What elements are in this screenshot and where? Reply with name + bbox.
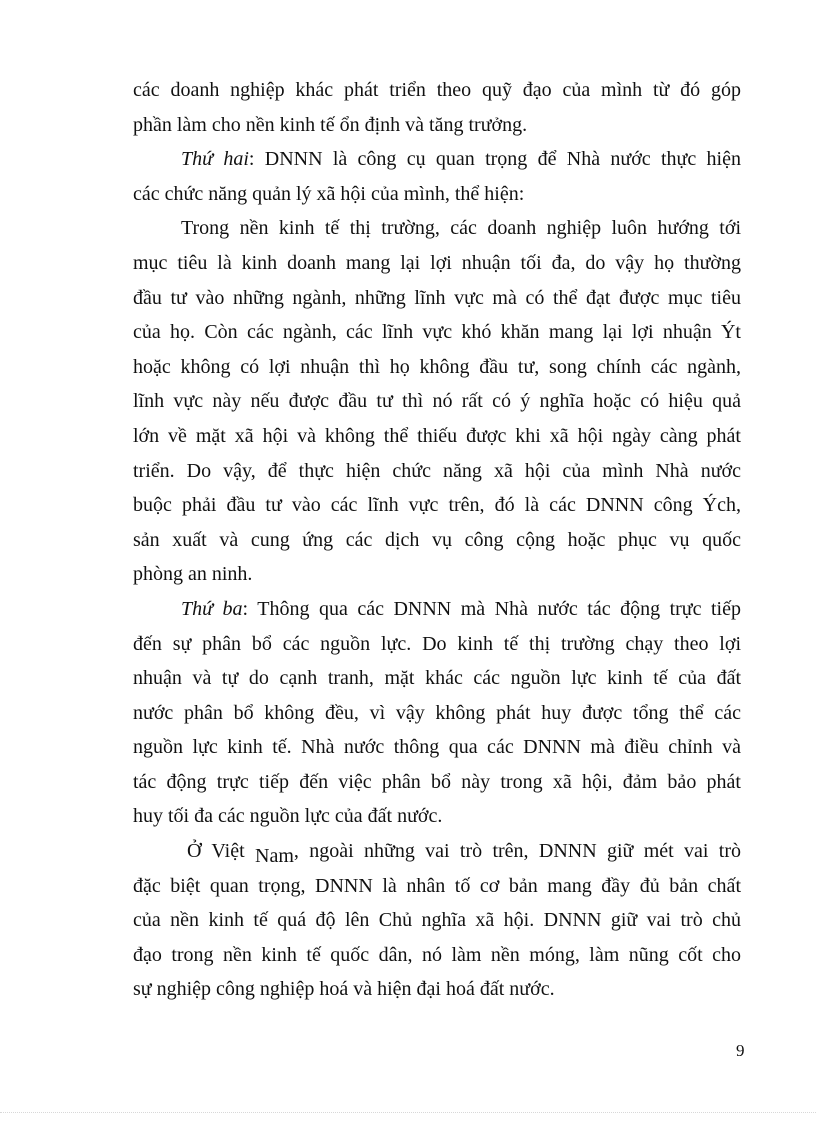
text-line: triển. Do vậy, để thực hiện chức năng xã hội của mình Nhà nước	[133, 459, 741, 482]
paragraph	[133, 73, 741, 142]
text-line	[133, 834, 741, 869]
text-run: Nam	[255, 845, 294, 868]
text-line: sản xuất và cung ứng các dịch vụ công cộng hoặc phục vụ quốc	[133, 528, 741, 551]
text-run: Ở Việt	[187, 840, 245, 863]
emphasis-lead: Thứ hai	[181, 148, 249, 171]
text-line: đặc biệt quan trọng, DNNN là nhân tố cơ bản mang đầy đủ bản chất	[133, 874, 741, 897]
emphasis-lead: Thứ ba	[181, 597, 243, 620]
text-line: tác động trực tiếp đến việc phân bổ này trong xã hội, đảm bảo phát	[133, 770, 741, 793]
text-run: : DNNN là công cụ quan trọng để Nhà nước thực hiện	[248, 148, 741, 171]
text-line: huy tối đa các nguồn lực của đất nước.	[133, 805, 443, 828]
text-line: các doanh nghiệp khác phát triển theo quỹ đạo của mình từ đó góp	[133, 79, 741, 101]
text-line: hoặc không có lợi nhuận thì họ không đầu tư, song chính các ngành,	[133, 355, 741, 378]
text-line	[133, 592, 741, 627]
text-line: phần làm cho nền kinh tế ổn định và tăng trưởng.	[133, 113, 528, 136]
text-line: lĩnh vực này nếu được đầu tư thì nó rất có ý nghĩa hoặc có hiệu quả	[133, 390, 741, 413]
text-run: , ngoài những vai trò trên, DNNN giữ mét vai trò	[293, 840, 742, 863]
text-line: sự nghiệp công nghiệp hoá và hiện đại hoá đất nước.	[133, 978, 555, 1001]
text-line: Trong nền kinh tế thị trường, các doanh nghiệp luôn hướng tới	[181, 217, 741, 240]
page-bottom-divider	[0, 1112, 816, 1113]
text-line: buộc phải đầu tư vào các lĩnh vực trên, đó là các DNNN công Ých,	[133, 494, 741, 517]
page-number: 9	[736, 1041, 745, 1060]
text-line: nguồn lực kinh tế. Nhà nước thông qua các DNNN mà điều chỉnh và	[133, 736, 741, 759]
text-line: của nền kinh tế quá độ lên Chủ nghĩa xã hội. DNNN giữ vai trò chủ	[133, 909, 741, 932]
document-body	[133, 73, 741, 1007]
paragraph	[133, 592, 741, 834]
text-line: phòng an ninh.	[133, 563, 253, 586]
text-line: đạo trong nền kinh tế quốc dân, nó làm nền móng, làm nũng cốt cho	[133, 943, 741, 966]
text-line: đến sự phân bổ các nguồn lực. Do kinh tế thị trường chạy theo lợi	[133, 632, 741, 655]
text-line: lớn về mặt xã hội và không thể thiếu được khi xã hội ngày càng phát	[133, 424, 741, 447]
text-line: các chức năng quản lý xã hội của mình, thể hiện:	[133, 182, 525, 205]
text-line: mục tiêu là kinh doanh mang lại lợi nhuận tối đa, do vậy họ thường	[133, 251, 741, 274]
paragraph	[133, 142, 741, 211]
text-line: nước phân bổ không đều, vì vậy không phát huy được tổng thể các	[133, 701, 741, 724]
text-line: nhuận và tự do cạnh tranh, mặt khác các nguồn lực kinh tế của đất	[133, 667, 741, 690]
paragraph	[133, 211, 741, 592]
text-run: : Thông qua các DNNN mà Nhà nước tác động trực tiếp	[242, 597, 741, 620]
paragraph	[133, 834, 741, 1007]
text-line: đầu tư vào những ngành, những lĩnh vực mà có thể đạt được mục tiêu	[133, 286, 741, 309]
text-line	[133, 142, 741, 177]
text-line: của họ. Còn các ngành, các lĩnh vực khó khăn mang lại lợi nhuận Ýt	[133, 321, 741, 344]
